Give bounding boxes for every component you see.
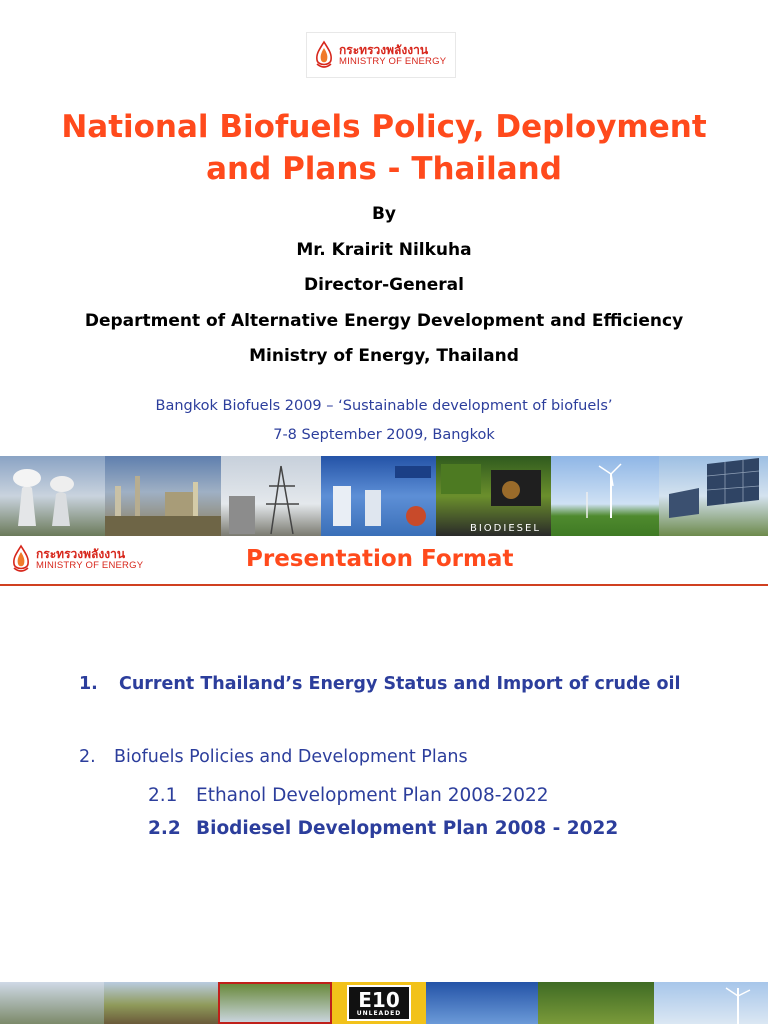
power-lines-photo (221, 456, 321, 536)
refinery-photo (105, 456, 221, 536)
wind-turbine-photo (654, 982, 768, 1024)
event-place: , Bangkok (423, 427, 495, 443)
agenda-subitem-2-2 (148, 818, 618, 839)
bottom-photo-strip (0, 982, 768, 1024)
event-name: Bangkok Biofuels 2009 – ‘Sustainable development of biofuels’ (155, 398, 613, 414)
subitem-text: Ethanol Development Plan 2008-2022 (196, 785, 549, 806)
energy-photo-strip (0, 456, 768, 536)
item-number: 2. (79, 747, 96, 767)
car-photo (218, 982, 332, 1024)
agenda-slide (0, 538, 768, 1024)
solar-panel-photo (659, 456, 768, 536)
gas-station-photo (426, 982, 538, 1024)
e10-badge-sub: UNLEADED (356, 1010, 402, 1017)
by-label: By (371, 204, 397, 224)
logo-thai-text: กระทรวงพลังงาน (339, 42, 429, 57)
gas-station-photo (321, 456, 436, 536)
logo-english-text: MINISTRY OF ENERGY (36, 559, 144, 571)
item-number: 1. (79, 674, 98, 694)
sugarcane-field-photo (104, 982, 218, 1024)
wind-turbine-photo (551, 456, 659, 536)
slide-title: Presentation Format (246, 546, 514, 572)
slide-title (0, 106, 768, 190)
agenda-subitem-2-1 (148, 785, 549, 806)
department-name: Department of Alternative Energy Development and Efficiency (84, 311, 684, 331)
title-line-1: National Biofuels Policy, Deployment (61, 109, 707, 145)
subitem-number: 2.2 (148, 818, 181, 839)
biodiesel-photo (436, 456, 551, 536)
power-plant-photo (0, 456, 105, 536)
subitem-number: 2.1 (148, 785, 178, 806)
plant-photo (538, 982, 654, 1024)
biodiesel-caption: BIODIESEL (470, 523, 541, 534)
e10-photo (332, 982, 426, 1024)
item-text: Current Thailand’s Energy Status and Import of crude oil (119, 674, 681, 694)
presenter-name: Mr. Krairit Nilkuha (296, 240, 472, 260)
flame-emblem-icon (313, 40, 335, 70)
ministry-name: Ministry of Energy, Thailand (249, 346, 519, 366)
e10-badge (347, 985, 412, 1021)
ministry-logo (306, 32, 456, 78)
agenda-item-1 (79, 674, 681, 694)
building-photo (0, 982, 104, 1024)
flame-emblem-icon (10, 544, 32, 574)
event-date-place (0, 427, 768, 443)
logo-thai-text: กระทรวงพลังงาน (36, 546, 126, 561)
title-line-2: and Plans - Thailand (206, 151, 562, 187)
item-text: Biofuels Policies and Development Plans (114, 747, 468, 767)
title-divider (0, 584, 768, 586)
e10-badge-text: E10 (358, 988, 400, 1012)
subitem-text: Biodiesel Development Plan 2008 - 2022 (196, 818, 619, 839)
ministry-logo (10, 544, 143, 574)
presenter-position: Director-General (304, 275, 464, 295)
agenda-item-2 (79, 747, 468, 767)
logo-english-text: MINISTRY OF ENERGY (339, 55, 447, 67)
event-date: 7-8 September 2009 (273, 427, 424, 443)
